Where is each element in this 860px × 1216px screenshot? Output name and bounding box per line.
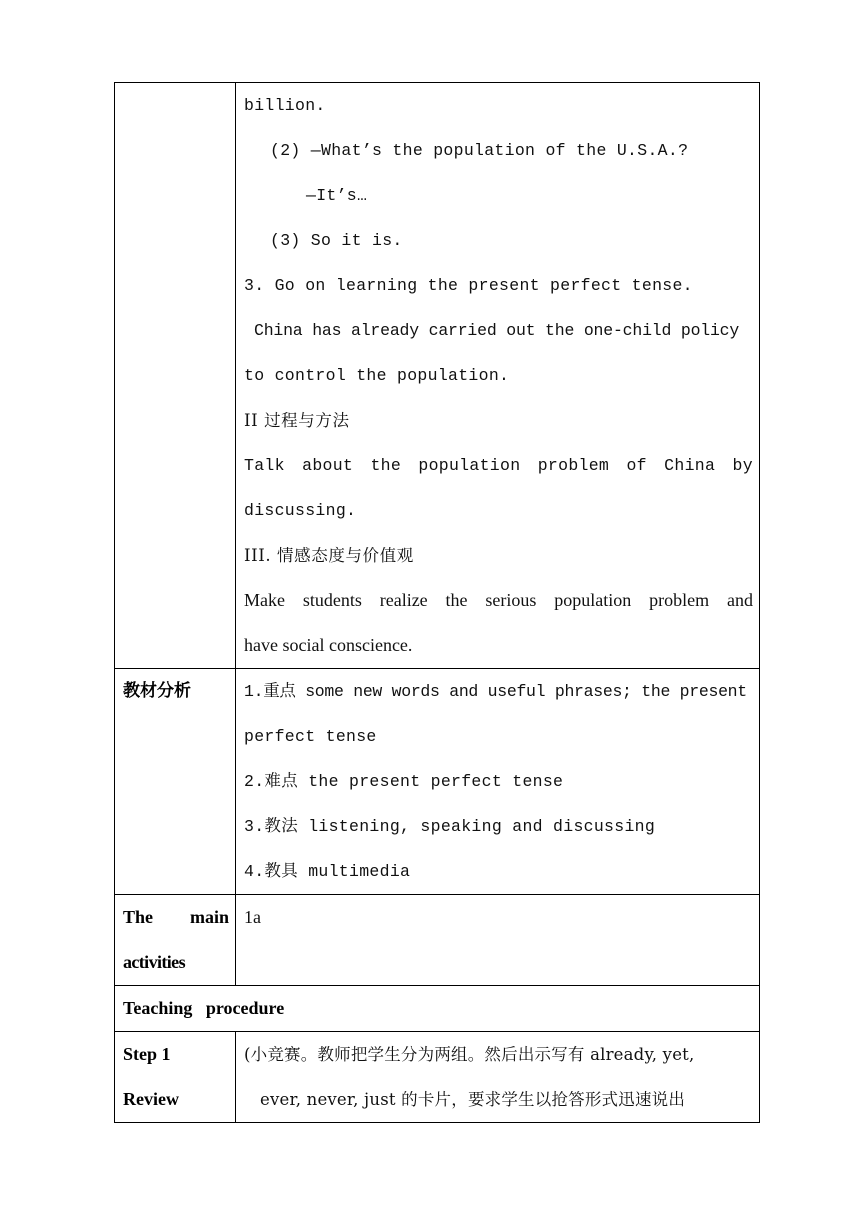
activities-label-line-1 bbox=[115, 895, 235, 940]
analysis-label: 教材分析 bbox=[123, 681, 191, 701]
word: Make bbox=[244, 590, 285, 610]
objectives-content-cell bbox=[236, 83, 760, 669]
objectives-line-7: to control the population. bbox=[244, 366, 510, 385]
word: about bbox=[302, 456, 354, 475]
word: population bbox=[554, 590, 632, 610]
word: The bbox=[123, 907, 154, 927]
analysis-row bbox=[115, 669, 760, 895]
word: China bbox=[664, 456, 716, 475]
word: students bbox=[302, 590, 362, 610]
step1-text-2: ever, never, just 的卡片，要求学生以抢答形式迅速说出 bbox=[260, 1090, 686, 1109]
word: Talk bbox=[244, 456, 285, 475]
analysis-content-cell bbox=[236, 669, 760, 895]
objectives-label-cell bbox=[115, 83, 236, 669]
activities-row bbox=[115, 895, 760, 986]
word: the bbox=[445, 590, 468, 610]
word: of bbox=[626, 456, 647, 475]
word: and bbox=[726, 590, 753, 610]
word: problem bbox=[537, 456, 610, 475]
analysis-item-4: 4.教具 multimedia bbox=[244, 862, 411, 881]
analysis-item-1-cont: perfect tense bbox=[244, 727, 377, 746]
analysis-item-1: 1.重点 some new words and useful phrases; the present bbox=[244, 682, 747, 701]
activities-label-cell bbox=[115, 895, 236, 986]
procedure-heading: Teaching procedure bbox=[123, 998, 285, 1018]
activities-label-line-2: activities bbox=[123, 952, 185, 972]
word: population bbox=[418, 456, 521, 475]
objectives-line-10: discussing. bbox=[244, 501, 357, 520]
word: main bbox=[189, 907, 229, 927]
objectives-line-5: 3. Go on learning the present perfect tense. bbox=[244, 276, 693, 295]
word: by bbox=[732, 456, 753, 475]
word: realize bbox=[379, 590, 428, 610]
objectives-line-4: (3) So it is. bbox=[270, 231, 403, 250]
objectives-line-13: have social conscience. bbox=[244, 635, 413, 655]
procedure-row bbox=[115, 986, 760, 1032]
step1-label-cell bbox=[115, 1032, 236, 1123]
step1-label-line-2: Review bbox=[123, 1089, 179, 1109]
procedure-header-cell bbox=[115, 986, 760, 1032]
objectives-line-12 bbox=[236, 578, 759, 623]
objectives-line-3: —It’s… bbox=[306, 186, 368, 205]
objectives-line-6: China has already carried out the one-child policy bbox=[254, 321, 740, 340]
analysis-label-cell bbox=[115, 669, 236, 895]
activities-content-cell bbox=[236, 895, 760, 986]
analysis-item-3: 3.教法 listening, speaking and discussing bbox=[244, 817, 656, 836]
objectives-line-2: (2) —What’s the population of the U.S.A.? bbox=[270, 141, 689, 160]
step1-label-line-1: Step 1 bbox=[123, 1044, 171, 1064]
step1-row bbox=[115, 1032, 760, 1123]
word: problem bbox=[649, 590, 710, 610]
step1-content-cell bbox=[236, 1032, 760, 1123]
objectives-heading-values: III. 情感态度与价值观 bbox=[244, 546, 414, 565]
objectives-line-9 bbox=[236, 443, 759, 488]
word: the bbox=[370, 456, 402, 475]
objectives-heading-process: II 过程与方法 bbox=[244, 411, 350, 430]
step1-text-1: (小竞赛。教师把学生分为两组。然后出示写有 already, yet, bbox=[244, 1045, 695, 1064]
activities-value: 1a bbox=[244, 907, 261, 927]
objectives-row bbox=[115, 83, 760, 669]
analysis-item-2: 2.难点 the present perfect tense bbox=[244, 772, 564, 791]
lesson-plan-table bbox=[114, 82, 760, 1123]
objectives-line-1: billion. bbox=[244, 96, 326, 115]
word: serious bbox=[485, 590, 537, 610]
